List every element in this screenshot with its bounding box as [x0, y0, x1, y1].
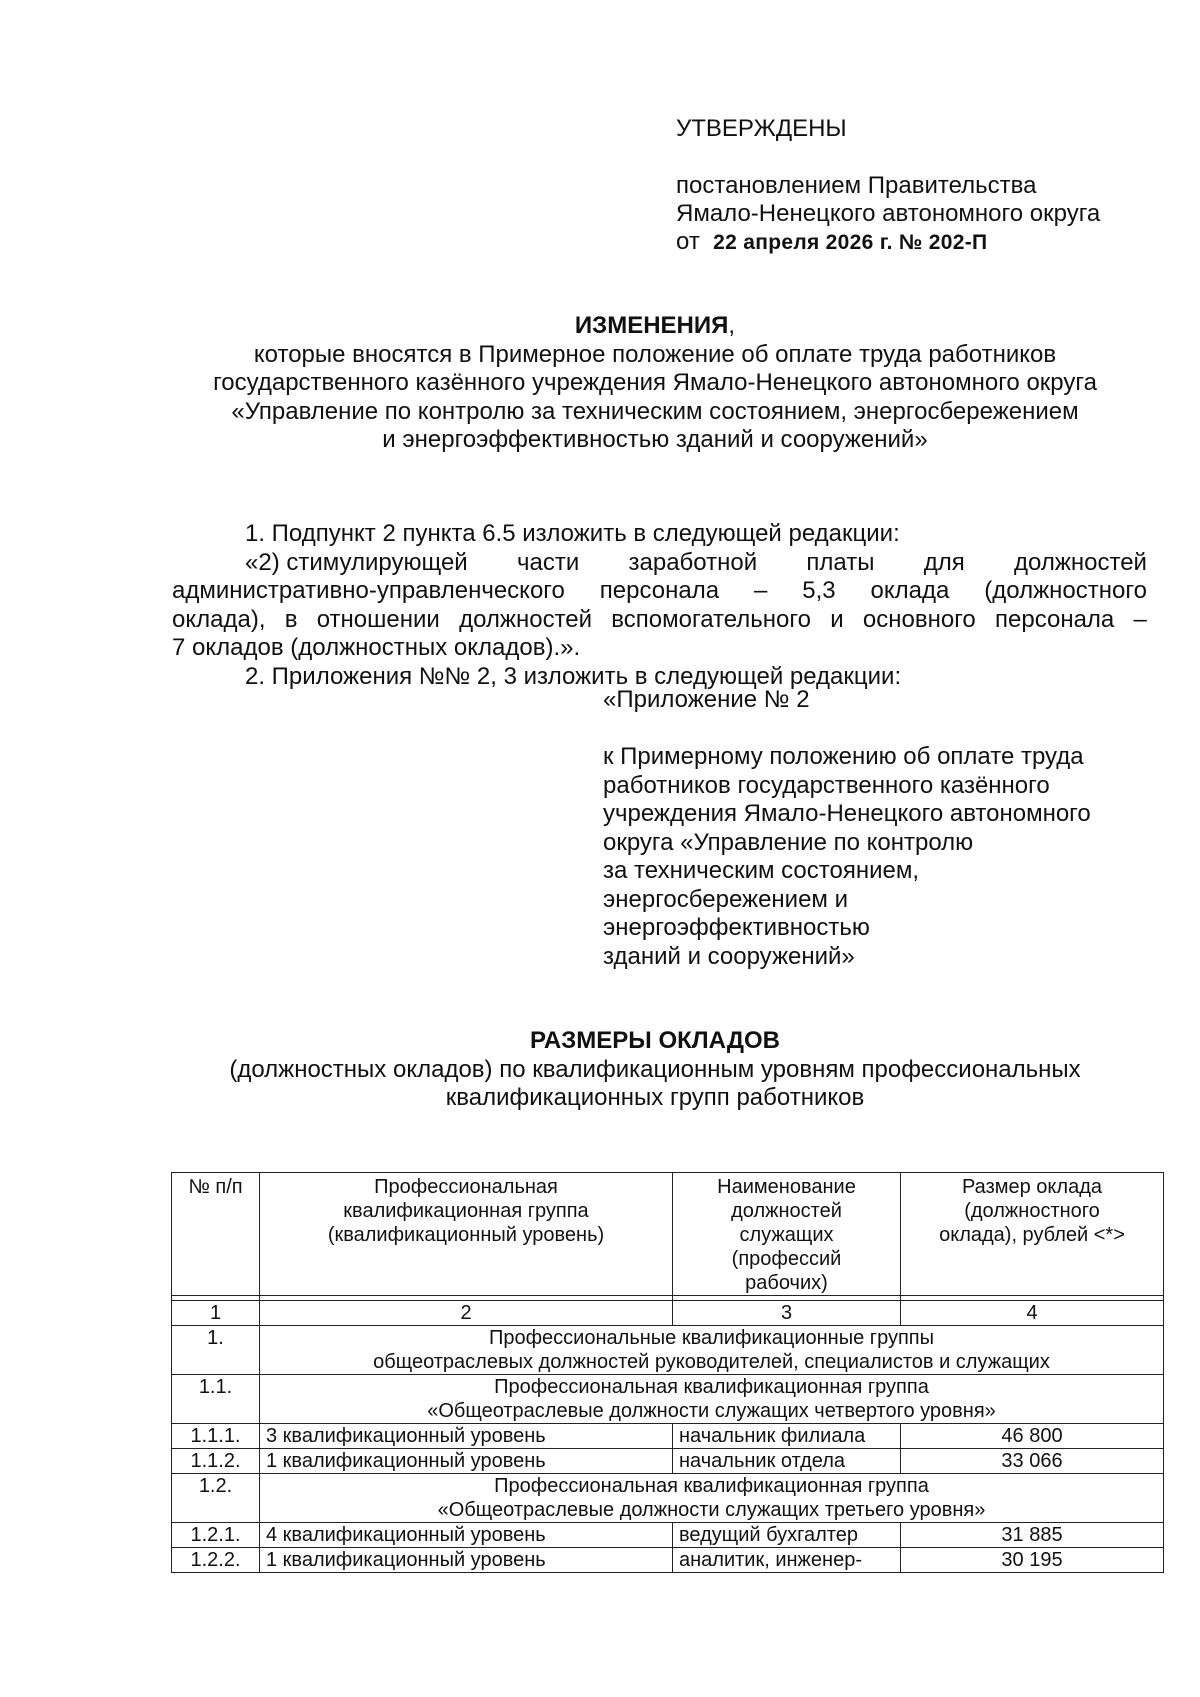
row-position: аналитик, инженер- — [673, 1548, 901, 1573]
row-salary: 31 885 — [901, 1523, 1164, 1548]
group-number: 1.1. — [172, 1375, 260, 1424]
annex-line-5: за техническим состоянием, — [603, 857, 920, 884]
heading-title: ИЗМЕНЕНИЯ — [574, 312, 729, 339]
row-level: 4 квалификационный уровень — [260, 1523, 673, 1548]
approval-title — [676, 115, 847, 143]
row-number: 1.2.2. — [172, 1548, 260, 1573]
group-title: Профессиональные квалификационные группы общеотраслевых должностей руководителей, специалистов и служащих — [260, 1326, 1164, 1375]
annex-block — [603, 743, 1091, 971]
paragraph-2-line-3 — [172, 606, 1147, 635]
heading-line-4: и энергоэффективностью зданий и сооружений» — [382, 426, 928, 453]
paragraph-2-line-2 — [172, 577, 1147, 606]
table-row — [172, 1548, 1164, 1573]
p2-word: в — [284, 605, 298, 633]
row-number: 1.1.1. — [172, 1424, 260, 1449]
annex-line-6: энергосбережением и — [603, 885, 849, 913]
annex-title-block — [603, 686, 810, 715]
p2-word: должностей — [459, 605, 593, 633]
document-heading — [160, 312, 1150, 455]
group-title: Профессиональная квалификационная группа «Общеотраслевые должности служащих четвертого уровня» — [260, 1375, 1164, 1424]
annex-title: «Приложение № 2 — [603, 686, 810, 713]
heading-line-1: которые вносятся в Примерное положение об оплате труда работников — [253, 340, 1057, 368]
heading-title-line — [160, 312, 1150, 341]
paragraph-2-line-4: 7 окладов (должностных окладов).». — [172, 634, 581, 661]
row-number: 1.2.1. — [172, 1523, 260, 1548]
row-salary: 30 195 — [901, 1548, 1164, 1573]
column-number-3: 3 — [673, 1301, 901, 1326]
table-heading — [160, 1027, 1150, 1113]
header-col-group: Профессиональная квалификационная группа (квалификационный уровень) — [260, 1173, 673, 1296]
table-number-row — [172, 1301, 1164, 1326]
column-number-1: 1 — [172, 1301, 260, 1326]
p2-word: – — [1133, 605, 1147, 633]
table-row — [172, 1424, 1164, 1449]
header-col-number: № п/п — [172, 1173, 260, 1296]
p2-word: персонала — [995, 605, 1115, 633]
p2-word: заработной — [628, 548, 758, 576]
p2-word: (должностного — [984, 577, 1147, 604]
approval-line-1: постановлением Правительства — [676, 172, 1037, 199]
row-level: 3 квалификационный уровень — [260, 1424, 673, 1449]
header-col-position: Наименование должностей служащих (профессий рабочих) — [673, 1173, 901, 1296]
group-number: 1. — [172, 1326, 260, 1375]
p2-word: должностей — [1014, 548, 1147, 576]
p2-word: оклада), — [172, 605, 266, 633]
approval-date-prefix: от — [676, 228, 700, 255]
table-group-row — [172, 1375, 1164, 1424]
table-heading-title: РАЗМЕРЫ ОКЛАДОВ — [530, 1027, 780, 1054]
approval-title-text: УТВЕРЖДЕНЫ — [676, 115, 847, 142]
paragraph-1: 1. Подпункт 2 пункта 6.5 изложить в следующей редакции: — [245, 520, 900, 547]
paragraph-3: 2. Приложения №№ 2, 3 изложить в следующей редакции: — [245, 662, 902, 690]
heading-line-2: государственного казённого учреждения Ямало-Ненецкого автономного округа — [213, 369, 1097, 396]
group-title: Профессиональная квалификационная группа «Общеотраслевые должности служащих третьего уровня» — [260, 1474, 1164, 1523]
row-position: начальник отдела — [673, 1449, 901, 1474]
table-heading-line-1: (должностных окладов) по квалификационным уровням профессиональных — [229, 1055, 1081, 1083]
approval-date-value: 22 апреля 2026 г. № 202-П — [713, 231, 988, 254]
approval-line-2: Ямало-Ненецкого автономного округа — [676, 200, 1101, 227]
table-row — [172, 1449, 1164, 1474]
p2-word: платы — [806, 548, 875, 576]
p2-word: основного — [862, 605, 976, 633]
annex-line-7: энергоэффективностью — [603, 914, 870, 941]
table-group-row — [172, 1474, 1164, 1523]
approval-date-line — [676, 228, 1100, 257]
p2-word: и — [830, 605, 844, 633]
row-level: 1 квалификационный уровень — [260, 1449, 673, 1474]
header-col-salary: Размер оклада (должностного оклада), рублей <*> — [901, 1173, 1164, 1296]
p2-word: административно-управленческого — [172, 577, 565, 604]
paragraph-2-line-1 — [172, 549, 1147, 578]
p2-word: отношении — [316, 605, 440, 633]
p2-word: для — [923, 548, 965, 576]
salary-table — [171, 1172, 1164, 1573]
annex-line-4: округа «Управление по контролю — [603, 828, 974, 856]
p2-word: части — [516, 548, 580, 576]
table-header-row — [172, 1173, 1164, 1296]
p2-word: вспомогательного — [611, 605, 811, 633]
p2-word: персонала — [599, 577, 720, 604]
row-position: начальник филиала — [673, 1424, 901, 1449]
approval-block — [676, 172, 1100, 257]
annex-line-2: работников государственного казённого — [603, 771, 1050, 799]
column-number-4: 4 — [901, 1301, 1164, 1326]
row-level: 1 квалификационный уровень — [260, 1548, 673, 1573]
row-number: 1.1.2. — [172, 1449, 260, 1474]
p2-word: оклада — [870, 577, 950, 604]
p2-word: «2) стимулирующей — [245, 548, 468, 576]
body-text — [172, 520, 1147, 691]
table-group-row — [172, 1326, 1164, 1375]
p2-word: – — [753, 577, 768, 604]
p2-word: 5,3 — [802, 577, 836, 604]
heading-title-suffix: , — [728, 312, 736, 339]
table-heading-line-2: квалификационных групп работников — [445, 1084, 865, 1111]
row-salary: 33 066 — [901, 1449, 1164, 1474]
row-salary: 46 800 — [901, 1424, 1164, 1449]
row-position: ведущий бухгалтер — [673, 1523, 901, 1548]
column-number-2: 2 — [260, 1301, 673, 1326]
table-row — [172, 1523, 1164, 1548]
heading-line-3: «Управление по контролю за техническим состоянием, энергосбережением — [231, 397, 1079, 425]
annex-line-8: зданий и сооружений» — [603, 942, 855, 970]
annex-line-1: к Примерному положению об оплате труда — [603, 743, 1084, 770]
group-number: 1.2. — [172, 1474, 260, 1523]
annex-line-3: учреждения Ямало-Ненецкого автономного — [603, 800, 1091, 827]
